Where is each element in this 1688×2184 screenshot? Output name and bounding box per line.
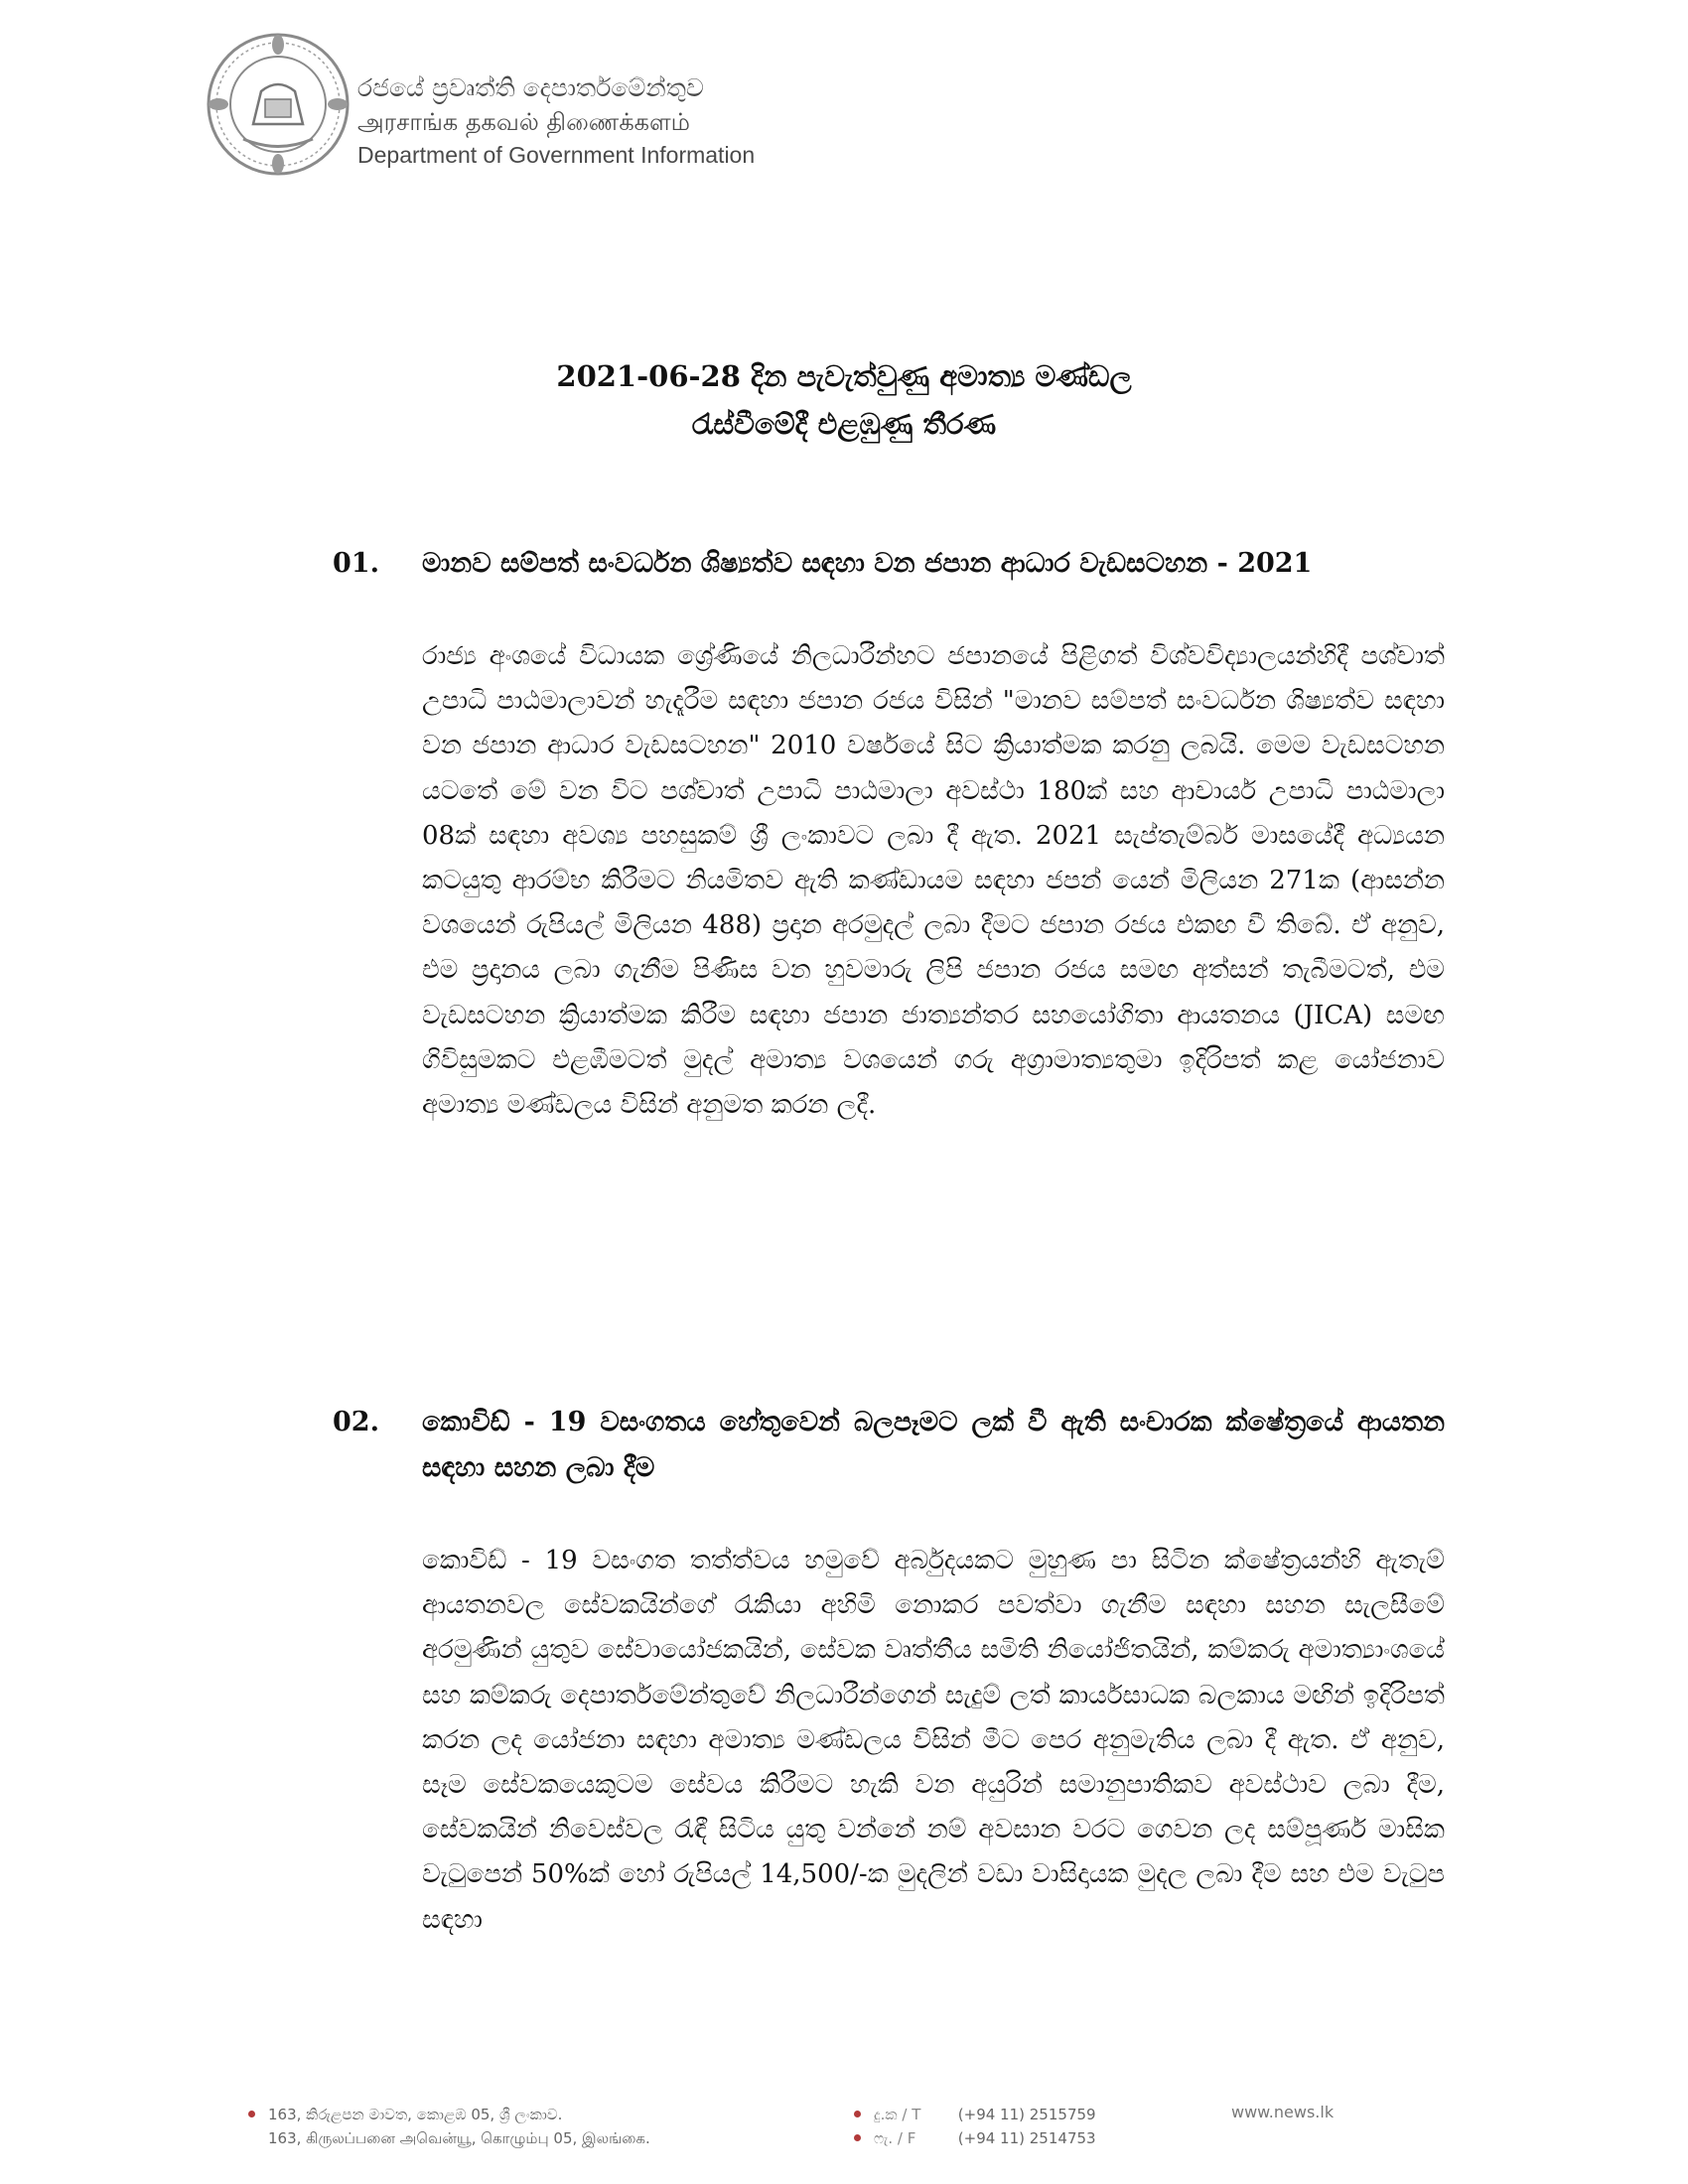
phone-row [854, 2103, 1096, 2126]
fax-label: ෆැ. / F [874, 2129, 916, 2147]
title-line-2: රැස්වීමේදී එළඹුණු තීරණ [691, 407, 997, 441]
footer-address [248, 2103, 650, 2150]
fax-number: (+94 11) 2514753 [957, 2129, 1096, 2147]
website-link[interactable]: www.news.lk [1231, 2103, 1335, 2121]
department-name-english: Department of Government Information [357, 142, 756, 168]
department-name-sinhala: රජයේ ප්‍රවෘත්ති දෙපාර්තමේන්තුව [357, 73, 704, 102]
department-name-tamil: அரசாங்க தகவல் திணைக்களம் [357, 108, 690, 136]
section-body: කොවිඩ් - 19 වසංගත තත්ත්වය හමුවේ අර්බුදයකට මුහුණ පා සිටින ක්ෂේත්‍රයන්හි ඇතැම් ආයතනවල සේවකයින්ගේ රැකියා අහිමි නොකර පවත්වා ගැනීම සඳහා සහන සැලසීමේ අරමුණින් යුතුව සේවායෝජකයින්, සේවක වෘත්තීය සමිති නියෝජිතයින්, කම්කරු අමාත්‍යාංශයේ සහ කම්කරු දෙපාර්තමේන්තුවේ නිලධාරීන්ගෙන් සැදුම් ලත් කාර්යසාධක බලකාය මඟින් ඉදිරිපත් කරන ලද යෝජනා සඳහා අමාත්‍ය මණ්ඩලය විසින් මීට පෙර අනුමැතිය ලබා දී ඇත. ඒ අනුව, සෑම සේවකයෙකුටම සේවය කිරීමට හැකි වන අයුරින් සමානුපාතිකව අවස්ථාව ලබා දීම, සේවකයින් නිවෙස්වල රැඳී සිටිය යුතු වන්නේ නම් අවසාන වරට ගෙවන ලද සම්පූර්ණ මාසික වැටුපෙන් 50%ක් හෝ රුපියල් 14,500/-ක මුදලින් වඩා වාසිදායක මුදල ලබා දීම සහ එම වැටුප සඳහා [422, 1546, 1445, 1935]
letterhead [204, 30, 899, 179]
title-line-1: 2021-06-28 දින පැවැත්වුණු අමාත්‍ය මණ්ඩල [556, 359, 1132, 393]
fax-icon [854, 2134, 861, 2141]
address-tamil-row [248, 2126, 650, 2150]
section-heading: මානව සම්පත් සංවර්ධන ශිෂ්‍යත්ව සඳහා වන ජපාන ආධාර වැඩසටහන - 2021 [422, 548, 1313, 579]
address-sinhala: 163, කිරුළපන මාවත, කොළඹ 05, ශ්‍රී ලංකාව. [268, 2106, 563, 2123]
page-footer [0, 2095, 1688, 2174]
bullet-icon [248, 2111, 255, 2117]
section-number: 01. [333, 548, 379, 579]
section-heading: කොවිඩ් - 19 වසංගතය හේතුවෙන් බලපෑමට ලක් වී ඇති සංචාරක ක්ෂේත්‍රයේ ආයතන සඳහා සහන ලබා දීම [422, 1407, 1445, 1483]
phone-icon [854, 2111, 861, 2117]
footer-contact [854, 2103, 1096, 2150]
fax-row [854, 2126, 1096, 2150]
phone-label: දු.ක / T [874, 2106, 921, 2123]
section-number: 02. [333, 1407, 379, 1437]
phone-number: (+94 11) 2515759 [957, 2106, 1096, 2123]
decision-section-01 [333, 541, 1445, 1154]
government-emblem-icon [204, 30, 352, 179]
address-sinhala-row [248, 2103, 650, 2126]
department-names [357, 71, 755, 171]
section-body: රාජ්‍ය අංශයේ විධායක ශ්‍රේණියේ නිලධාරීන්හට ජපානයේ පිළිගත් විශ්වවිද්‍යාලයන්හිදී පශ්චාත් උපාධි පාඨමාලාවන් හැදෑරීම සඳහා ජපාන රජය විසින් "මානව සම්පත් සංවර්ධන ශිෂ්‍යත්ව සඳහා වන ජපාන ආධාර වැඩසටහන" 2010 වර්ෂයේ සිට ක්‍රියාත්මක කරනු ලබයි. මෙම වැඩසටහන යටතේ මේ වන විට පශ්චාත් උපාධි පාඨමාලා අවස්ථා 180ක් සහ ආචාර්ය උපාධි පාඨමාලා 08ක් සඳහා අවශ්‍ය පහසුකම් ශ්‍රී ලංකාවට ලබා දී ඇත. 2021 සැප්තැම්බර් මාසයේදී අධ්‍යයන කටයුතු ආරම්භ කිරීමට නියමිතව ඇති කණ්ඩායම සඳහා ජපන් යෙන් මිලියන 271ක (ආසන්න වශයෙන් රුපියල් මිලියන 488) ප්‍රදාන අරමුදල් ලබා දීමට ජපාන රජය එකඟ වී තිබේ. ඒ අනුව, එම ප්‍රදානය ලබා ගැනීම පිණිස වන හුවමාරු ලිපි ජපාන රජය සමඟ අත්සන් තැබීමටත්, එම වැඩසටහන ක්‍රියාත්මක කිරීම සඳහා ජපාන ජාත්‍යන්තර සහයෝගිතා ආයතනය (JICA) සමඟ ගිවිසුමකට එළඹීමටත් මුදල් අමාත්‍ය වශයෙන් ගරු අග්‍රාමාත්‍යතුමා ඉදිරිපත් කළ යෝජනාව අමාත්‍ය මණ්ඩලය විසින් අනුමත කරන ලදී. [422, 641, 1445, 1121]
address-tamil: 163, கிருலப்பனை அவென்யூ, கொழும்பு 05, இலங்கை. [268, 2129, 650, 2147]
document-title [0, 352, 1688, 448]
decision-section-02 [333, 1400, 1445, 1969]
